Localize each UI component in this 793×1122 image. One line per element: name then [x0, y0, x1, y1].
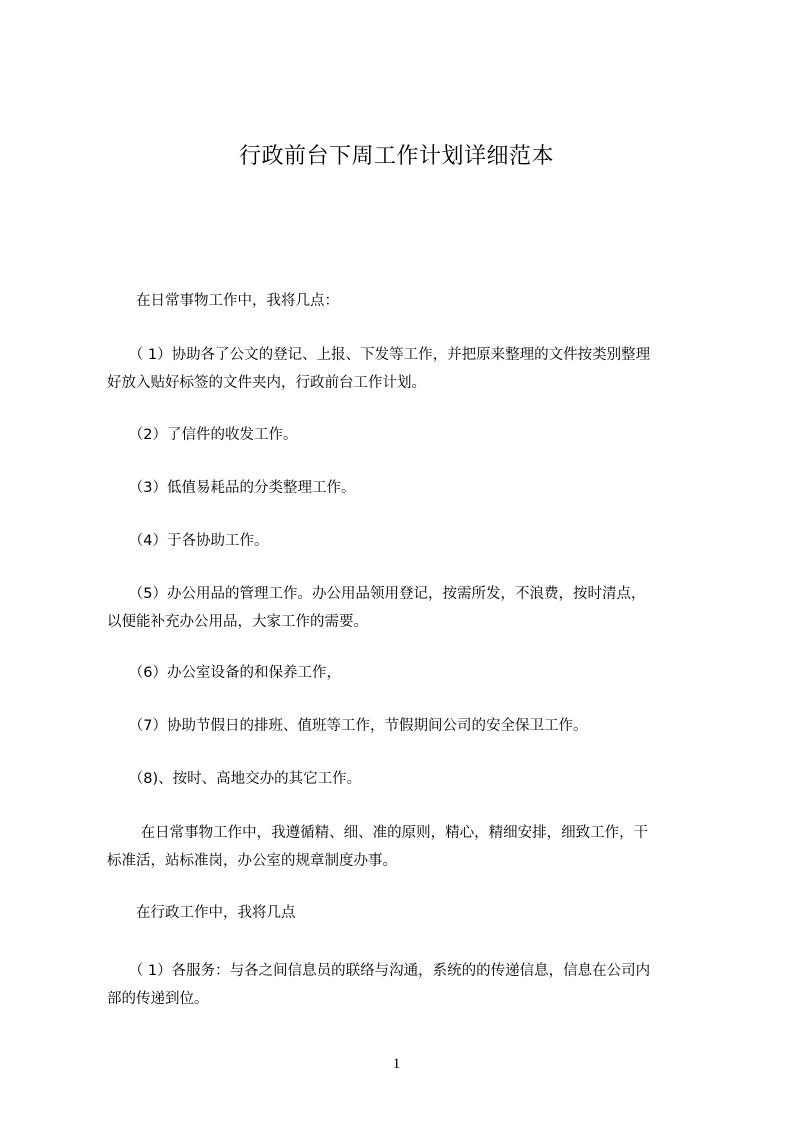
paragraph — [107, 421, 719, 449]
paragraph-line: 在日常事物工作中，我遵循精、细、准的原则，精心，精细安排，细致工作，干 — [107, 825, 649, 841]
paragraph-line: 标准活，站标准岗，办公室的规章制度办事。 — [107, 853, 397, 869]
paragraph — [107, 712, 719, 740]
paragraph — [107, 659, 719, 687]
paragraph-line: 部的传递到位。 — [107, 991, 209, 1007]
paragraph-line: （ 1）各服务：与各之间信息员的联络与沟通，系统的的传递信息，信息在公司内 — [107, 963, 651, 979]
paragraph-line: （3）低值易耗品的分类整理工作。 — [107, 480, 356, 496]
paragraph-line: （7）协助节假日的排班、值班等工作，节假期间公司的安全保卫工作。 — [107, 718, 588, 734]
paragraph — [107, 580, 719, 636]
paragraph-line: 在日常事物工作中，我将几点： — [107, 293, 339, 309]
paragraph-line: （8)、按时、高地交办的其它工作。 — [107, 771, 362, 787]
paragraph-line: （2）了信件的收发工作。 — [107, 427, 298, 443]
paragraph — [107, 527, 719, 555]
paragraph-line: （5）办公用品的管理工作。办公用品领用登记，按需所发，不浪费，按时清点， — [107, 586, 646, 602]
paragraph — [107, 287, 719, 315]
page-number: 1 — [392, 1056, 401, 1072]
paragraph — [107, 765, 719, 793]
paragraph-line: 以便能补充办公用品，大家工作的需要。 — [107, 614, 368, 630]
paragraph-line: （6）办公室设备的和保养工作， — [107, 665, 341, 681]
paragraph-line: 在行政工作中，我将几点 — [107, 905, 296, 921]
document-title: 行政前台下周工作计划详细范本 — [238, 144, 554, 169]
paragraph-line: （ 1）协助各了公文的登记、上报、下发等工作，并把原来整理的文件按类别整理 — [107, 347, 651, 363]
paragraph-line: （4）于各协助工作。 — [107, 533, 269, 549]
paragraph-line: 好放入贴好标签的文件夹内，行政前台工作计划。 — [107, 375, 426, 391]
paragraph — [107, 957, 719, 1013]
paragraph — [107, 819, 719, 875]
paragraph — [107, 899, 719, 927]
paragraph — [107, 341, 719, 397]
paragraph — [107, 474, 719, 502]
